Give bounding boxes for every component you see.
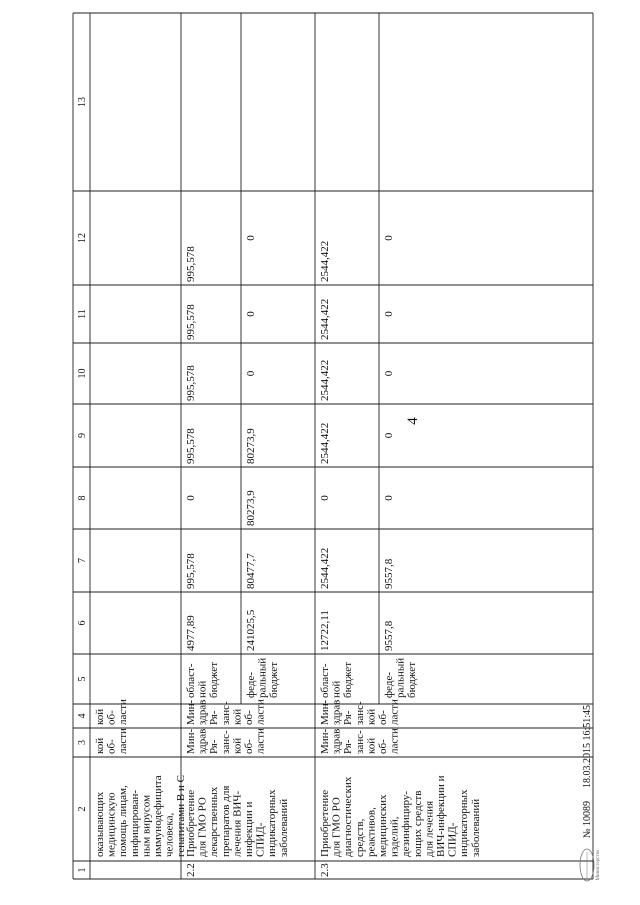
executor-line: Мин-: [319, 728, 331, 754]
budget-source-line: ральный: [394, 657, 407, 698]
document-timestamp: 18.03.2015 16:51:45: [582, 704, 593, 788]
column-header-2: 2: [77, 806, 88, 812]
item-description-line: медицинских: [377, 794, 389, 857]
column-header-10: 10: [77, 368, 88, 379]
budget-value: 4977,89: [185, 615, 197, 651]
budget-value: 0: [383, 235, 395, 241]
budget-value: 995,578: [185, 246, 197, 282]
executor-line: Ря-: [208, 739, 221, 754]
executor-line: здрав: [330, 699, 343, 725]
executor-line: ласти: [254, 699, 267, 725]
executor-line: Ря-: [342, 739, 355, 754]
item-description-line: Приобретение: [185, 789, 197, 857]
budget-value: 80273,9: [245, 428, 257, 464]
executor-line: Мин-: [185, 699, 197, 725]
item-description-line: для ГМО РО: [196, 797, 209, 857]
item-description-line: иммунодефицита: [152, 775, 164, 857]
executor-line: Ря-: [342, 710, 355, 725]
executor-line: здрав: [196, 699, 209, 725]
budget-value: 0: [245, 235, 257, 241]
executor-line: Мин-: [185, 728, 197, 754]
budget-value: 80477,7: [245, 553, 257, 589]
item-description-line: средств,: [353, 818, 366, 857]
item-description-line: индикаторных: [266, 789, 279, 857]
budget-value: 241025,5: [245, 609, 257, 651]
stamp-text: Министерство: [596, 849, 601, 881]
budget-value: 995,578: [185, 304, 197, 340]
table-cells: [77, 97, 482, 877]
item-description-line: диагностических: [342, 776, 355, 857]
budget-source-line: ральный: [256, 657, 269, 698]
budget-table: [73, 13, 593, 879]
item-description-line: лекарственных: [208, 786, 221, 857]
budget-value: 9557,8: [383, 558, 395, 589]
column-header-13: 13: [77, 97, 88, 107]
executor-line: занс-: [219, 730, 232, 754]
executor-line: об-: [105, 739, 118, 754]
executor-line: занс-: [353, 730, 366, 754]
budget-source-line: ной: [330, 680, 343, 698]
column-header-9: 9: [77, 433, 88, 438]
item-description-line: изделий,: [388, 816, 401, 857]
budget-value: 0: [383, 495, 395, 501]
budget-value: 0: [185, 495, 197, 501]
executor-line: об-: [243, 710, 255, 725]
budget-source-line: феде-: [383, 671, 395, 698]
executor-line: занс-: [219, 701, 232, 725]
page-number: 4: [405, 417, 421, 425]
item-description-line: лечения ВИЧ-: [231, 790, 244, 857]
stamp-logo: [580, 849, 601, 881]
executor-line: об-: [377, 739, 389, 754]
item-description-line: заболеваний: [469, 798, 482, 857]
executor-line: об-: [377, 710, 389, 725]
item-description-line: человека,: [163, 812, 176, 857]
item-description-line: медицинскую: [105, 792, 118, 857]
budget-source-line: бюджет: [268, 662, 281, 698]
column-header-1: 1: [77, 867, 88, 873]
executor-line: здрав: [330, 728, 343, 754]
budget-source-line: област-: [185, 663, 197, 698]
item-description-line: индикаторных: [458, 789, 471, 857]
budget-value: 0: [383, 432, 395, 439]
column-header-11: 11: [77, 309, 88, 319]
column-header-7: 7: [77, 558, 88, 563]
item-description-line: инфицирован-: [128, 789, 141, 857]
item-description-line: СПИД-: [254, 822, 267, 857]
item-description-line: реактивов,: [365, 807, 378, 857]
budget-value: 2544,422: [319, 422, 331, 464]
item-description-line: СПИД-: [446, 822, 459, 857]
item-description-line: для ГМО РО: [330, 797, 343, 857]
budget-value: 2544,422: [319, 298, 331, 340]
executor-line: кой: [231, 737, 244, 754]
executor-line: Мин-: [319, 699, 331, 725]
item-description-line: дезинфициру-: [400, 790, 413, 857]
budget-value: 9557,8: [383, 620, 395, 651]
budget-source-line: феде-: [245, 671, 257, 698]
executor-line: кой: [231, 708, 244, 725]
budget-value: 0: [245, 370, 257, 377]
item-description-line: ВИЧ-инфекции и: [435, 775, 447, 857]
document-number: № 10089: [582, 800, 593, 838]
item-description-line: инфекции и: [243, 801, 255, 857]
executor-line: здрав: [196, 728, 209, 754]
item-description-line: ным вирусом: [140, 794, 153, 857]
budget-source-line: област-: [319, 663, 331, 698]
budget-source-line: бюджет: [342, 662, 355, 698]
budget-value: 2544,422: [319, 240, 331, 282]
column-header-3: 3: [77, 740, 88, 745]
executor-line: об-: [243, 739, 255, 754]
row-number: 2.3: [319, 863, 331, 877]
executor-line: ласти: [388, 699, 401, 725]
column-header-6: 6: [77, 620, 88, 626]
budget-value: 995,578: [185, 365, 197, 401]
executor-line: об-: [105, 710, 118, 725]
executor-line: кой: [365, 708, 378, 725]
executor-line: ласти: [117, 728, 130, 754]
item-description-line: препаратов для: [219, 785, 232, 857]
item-description-line: ющих средств: [411, 790, 424, 857]
executor-line: кой: [365, 737, 378, 754]
executor-line: кой: [94, 708, 106, 725]
item-description-line: помощь лицам,: [117, 785, 130, 857]
budget-source-line: бюджет: [406, 662, 419, 698]
budget-value: 0: [383, 370, 395, 377]
row-number: 2.2: [185, 863, 197, 877]
budget-source-line: бюджет: [208, 662, 221, 698]
item-description-line: для лечения: [423, 800, 436, 857]
column-header-8: 8: [77, 495, 88, 501]
executor-line: занс-: [353, 701, 366, 725]
budget-value: 2544,422: [319, 359, 331, 401]
column-header-4: 4: [77, 713, 88, 719]
budget-value: 0: [383, 311, 395, 317]
executor-line: ласти: [117, 699, 130, 725]
item-description-line: оказывающих: [94, 791, 106, 857]
item-description-line: Приобретение: [319, 789, 331, 857]
column-header-12: 12: [77, 233, 88, 243]
executor-line: Ря-: [208, 710, 221, 725]
footer: [580, 705, 601, 881]
budget-value: 0: [245, 311, 257, 317]
item-description-line: заболеваний: [277, 798, 290, 857]
budget-value: 0: [319, 495, 331, 501]
item-description-line: гепатитами В и С: [175, 775, 188, 857]
column-header-5: 5: [77, 676, 88, 682]
executor-line: кой: [94, 737, 106, 754]
budget-value: 995,578: [185, 553, 197, 589]
budget-value: 80273,9: [245, 490, 257, 526]
budget-source-line: ной: [196, 680, 209, 698]
executor-line: ласти: [254, 728, 267, 754]
budget-value: 2544,422: [319, 547, 331, 589]
budget-value: 995,578: [185, 428, 197, 464]
executor-line: ласти: [388, 728, 401, 754]
budget-value: 12722,11: [319, 610, 331, 651]
